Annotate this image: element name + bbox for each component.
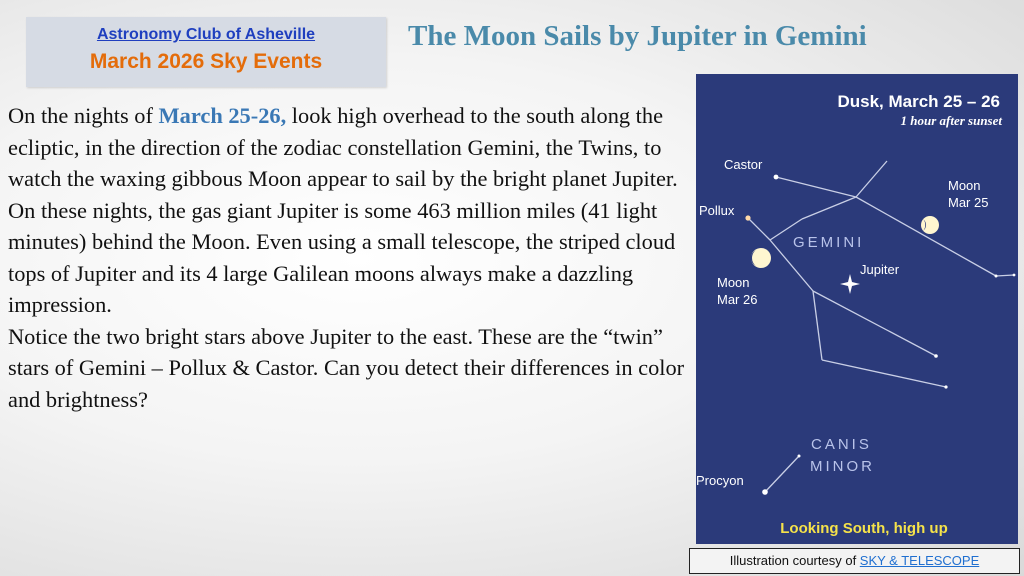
moon-26-label-line2: Mar 26 [717,292,758,307]
sky-chart [696,74,1018,544]
date-highlight: March 25-26, [158,103,287,128]
chart-title: Dusk, March 25 – 26 [837,92,1000,111]
castor-label: Castor [724,157,763,172]
canis-label-line1: CANIS [811,436,872,453]
procyon-star [762,489,768,495]
illustration-credit [689,548,1020,574]
paragraph-1 [8,100,698,321]
slide-title: The Moon Sails by Jupiter in Gemini [408,20,867,52]
club-name-link[interactable]: Astronomy Club of Asheville [96,26,316,43]
star-1 [934,354,938,358]
moon-icon [921,216,939,234]
star-2 [944,385,947,388]
p1-rest: look high overhead to the south along the ecliptic, in the direction of the zodiac constellation Gemini, the Twins, to watch the waxing gibbous Moon appear to sail by the bright planet Jupiter. On these nights, the gas giant Jupiter is some 463 million miles (41 light minutes) behind the Moon. Even using a small telescope, the striped cloud tops of Jupiter and its 4 large Galilean moons always make a dazzling impression. [8,103,678,317]
gemini-label: GEMINI [793,234,865,251]
canis-label-line2: MINOR [810,458,875,475]
moon-mar-25 [921,216,939,234]
pollux-star [745,215,750,220]
star-5 [798,455,801,458]
credit-link[interactable]: SKY & TELESCOPE [859,553,980,568]
moon-icon [751,248,771,268]
events-label: March 2026 Sky Events [89,50,323,73]
pollux-label: Pollux [699,203,735,218]
jupiter-label: Jupiter [860,262,900,277]
procyon-label: Procyon [696,473,744,488]
star-4 [1013,274,1016,277]
moon-26-label-line1: Moon [717,275,750,290]
p1-prefix: On the nights of [8,103,159,128]
club-header-box [26,17,386,87]
chart-footer: Looking South, high up [780,520,948,537]
body-text [8,100,698,415]
chart-subtitle: 1 hour after sunset [900,113,1002,128]
star-3 [995,275,998,278]
castor-star [774,175,779,180]
moon-25-label-line1: Moon [948,178,981,193]
paragraph-2: Notice the two bright stars above Jupiter to the east. These are the “twin” stars of Gemini – Pollux & Castor. Can you detect their differences in color and brightness? [8,323,685,412]
moon-25-label-line2: Mar 25 [948,195,989,210]
credit-prefix: Illustration courtesy of [729,553,860,568]
